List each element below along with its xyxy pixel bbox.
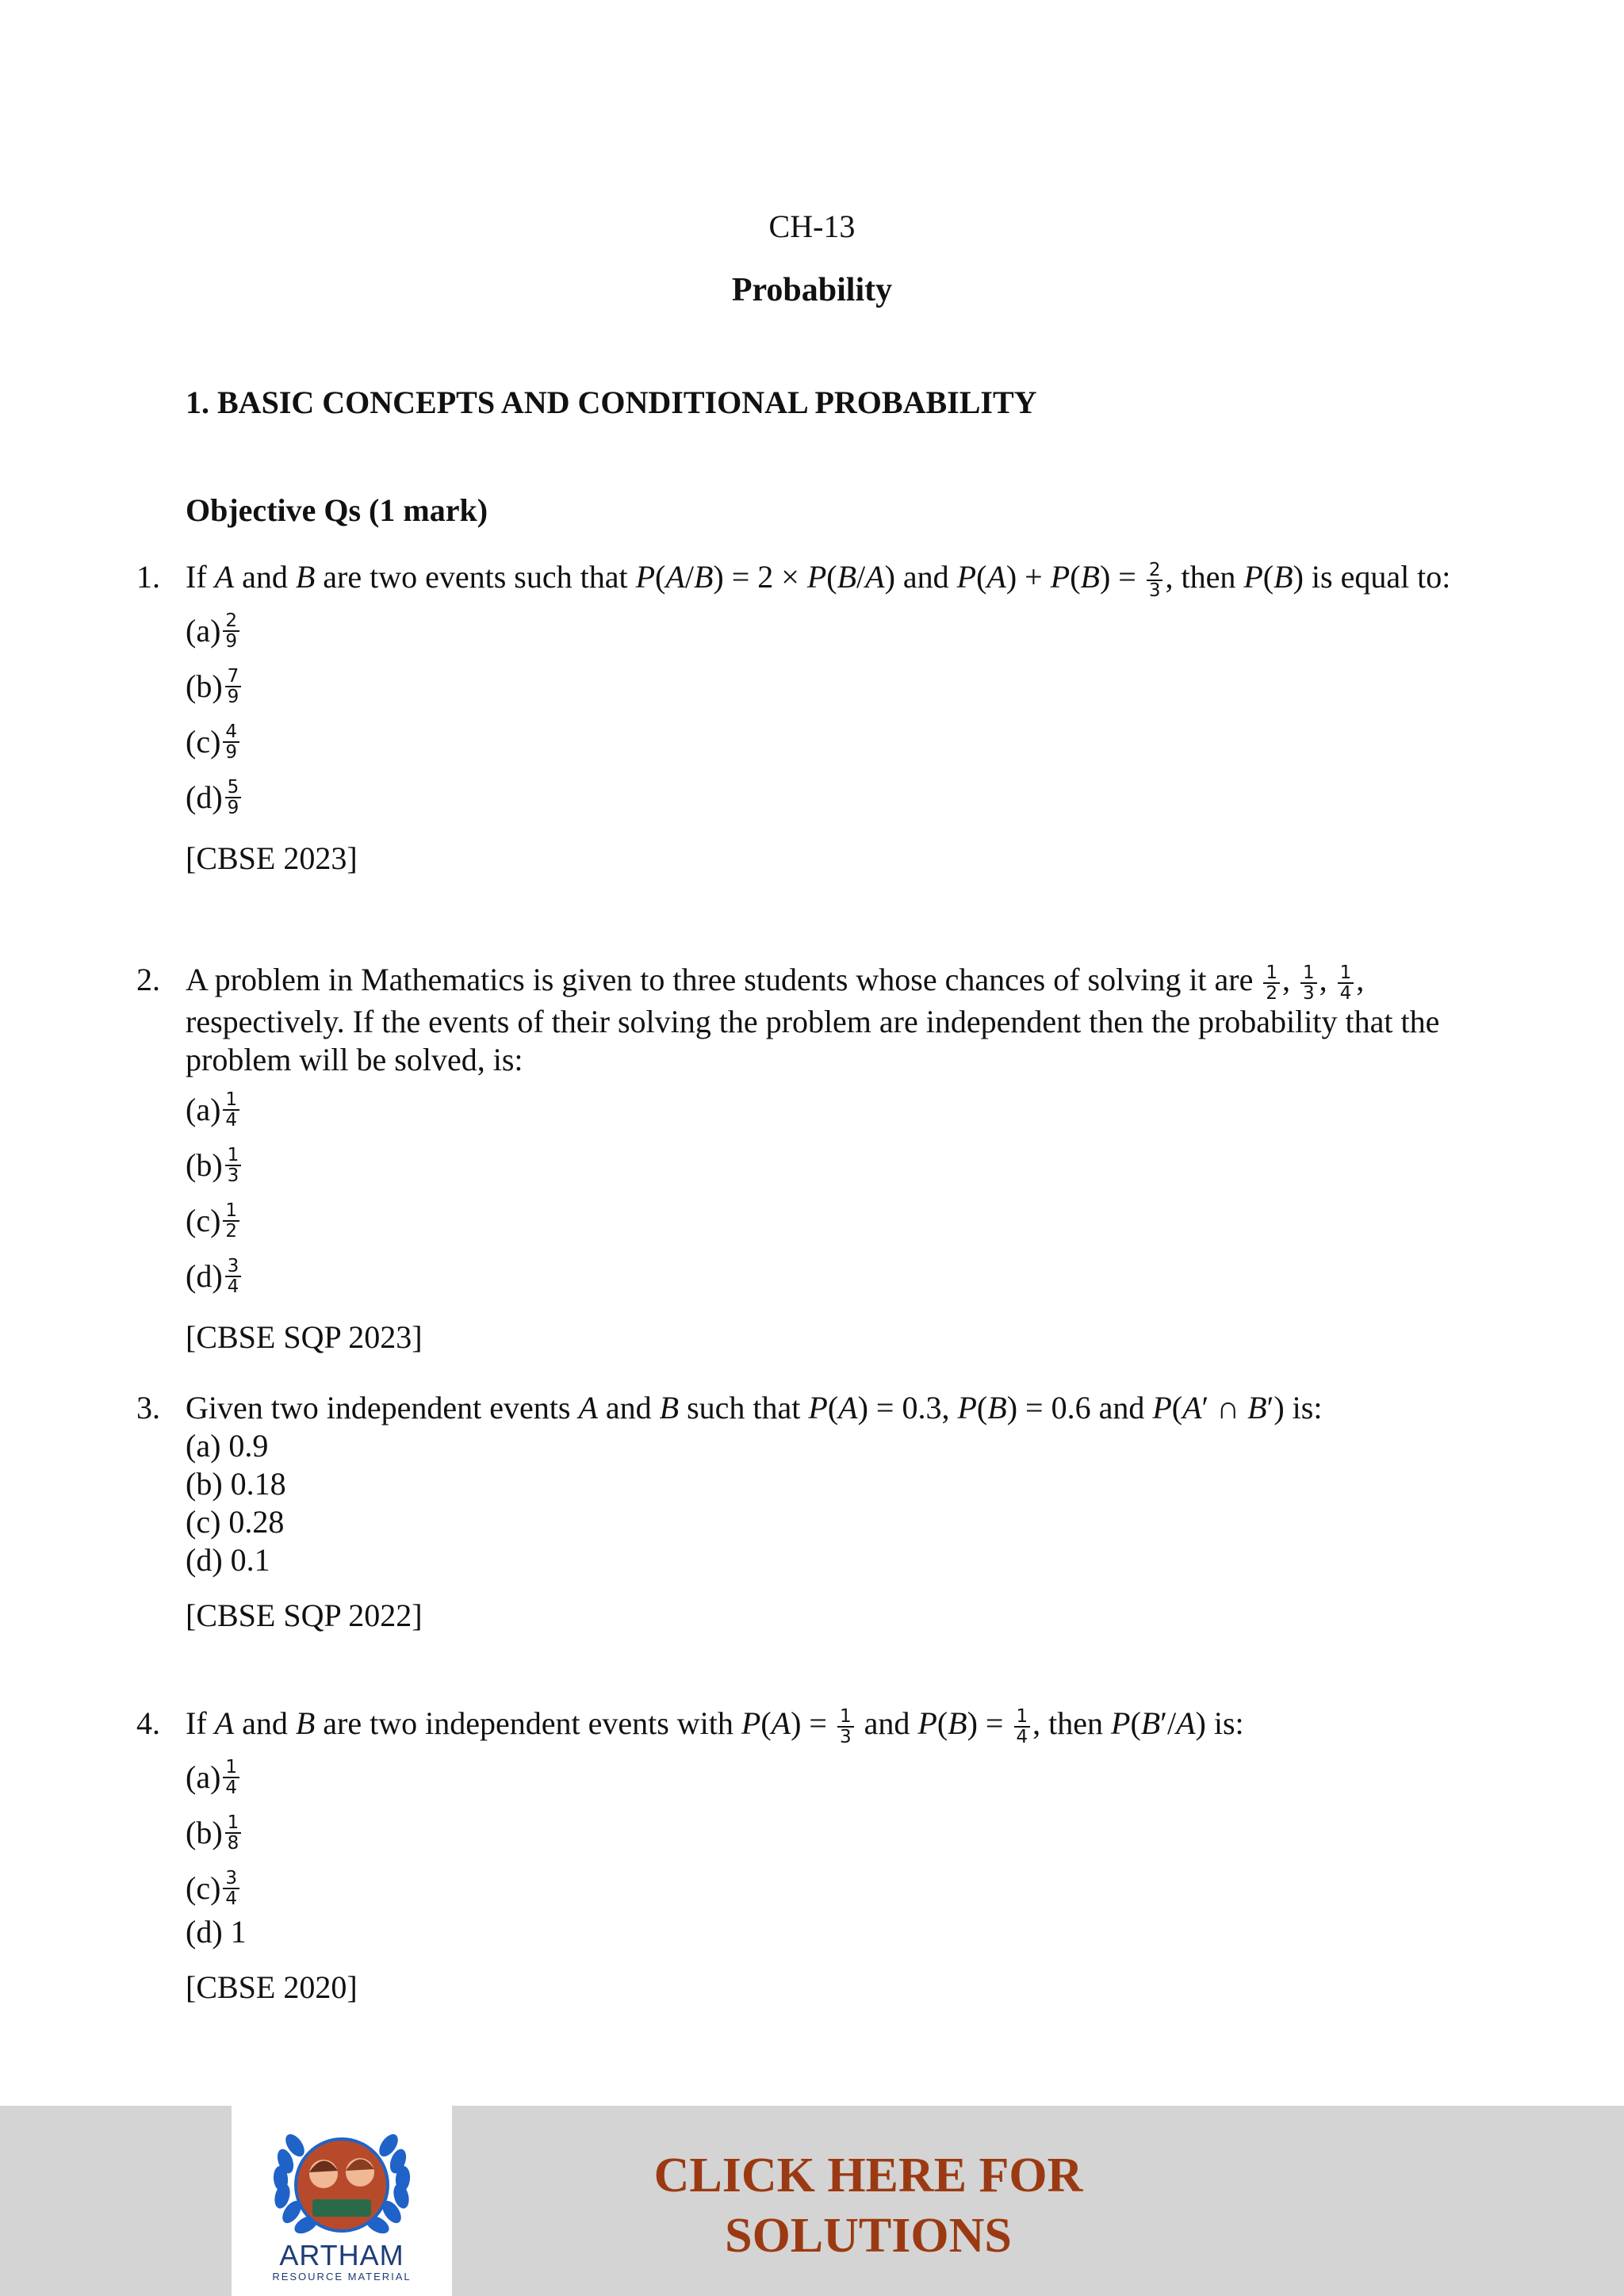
fraction: $\frac{3}{4}$ [223, 1869, 239, 1908]
question-text: Given two independent events A and B such that P(A) = 0.3, P(B) = 0.6 and P(A′ ∩ B′) is: [186, 1390, 1323, 1425]
question-text: If A and B are two independent events with P(A) = $\frac{1}{3}$ and P(B) = $\frac{1}{4}$ , then P(B′/A) is: [186, 1705, 1244, 1747]
solutions-link[interactable] [547, 2145, 1189, 2266]
options-list [186, 1427, 1453, 1635]
option-a[interactable]: (a) $\frac{1}{4}$ [186, 1747, 1453, 1802]
fraction: $\frac{4}{9}$ [223, 722, 239, 762]
question-number: 2. [136, 962, 160, 997]
footer-banner[interactable] [0, 2106, 1624, 2296]
question-number: 1. [136, 559, 160, 595]
artham-logo[interactable] [232, 2106, 452, 2296]
question-4 [136, 1705, 1453, 2007]
option-b[interactable]: (b) 0.18 [186, 1466, 286, 1502]
question-text: If A and B are two events such that P(A/B) = 2 × P(B/A) and P(A) + P(B) = $\frac{2}{3}$ , then P(B) is equal to: [186, 559, 1451, 601]
section-heading: 1. BASIC CONCEPTS AND CONDITIONAL PROBABILITY [186, 385, 1037, 420]
option-b[interactable]: (b) $\frac{1}{3}$ [186, 1135, 1453, 1190]
fraction: $\frac{2}{9}$ [223, 611, 239, 651]
source-reference: [CBSE 2020] [186, 1969, 358, 2005]
fraction: $\frac{1}{3}$ [1300, 963, 1317, 1003]
option-d[interactable]: (d) 0.1 [186, 1542, 270, 1578]
fraction: $\frac{2}{3}$ [1147, 561, 1163, 600]
source-reference: [CBSE SQP 2022] [186, 1598, 423, 1633]
question-1 [136, 558, 1453, 878]
fraction: $\frac{1}{4}$ [1014, 1707, 1031, 1747]
question-number: 4. [136, 1705, 160, 1741]
subsection-heading: Objective Qs (1 mark) [186, 492, 488, 528]
option-d[interactable]: (d) 1 [186, 1913, 247, 1950]
fraction: $\frac{1}{3}$ [837, 1707, 854, 1747]
option-d[interactable]: (d) $\frac{5}{9}$ [186, 767, 1453, 822]
fraction: $\frac{1}{4}$ [223, 1090, 239, 1130]
fraction: $\frac{1}{8}$ [225, 1813, 242, 1853]
chapter-title: Probability [731, 272, 893, 308]
option-a[interactable]: (a) $\frac{2}{9}$ [186, 600, 1453, 656]
option-c[interactable]: (c) $\frac{1}{2}$ [186, 1190, 1453, 1246]
fraction: $\frac{1}{4}$ [1338, 963, 1354, 1003]
option-a[interactable]: (a) 0.9 [186, 1428, 269, 1464]
cta-line-2: SOLUTIONS [725, 2209, 1012, 2263]
question-number: 3. [136, 1390, 160, 1425]
question-2 [136, 961, 1453, 1357]
option-b[interactable]: (b) $\frac{7}{9}$ [186, 656, 1453, 711]
laurel-wreath-icon [232, 2106, 452, 2241]
option-d[interactable]: (d) $\frac{3}{4}$ [186, 1246, 1453, 1301]
question-text: A problem in Mathematics is given to three students whose chances of solving it are $\frac{1}{2}$ , $\frac{1}{3}$ , $\frac{1}{4}$ , respectively. If the events of their solving the problem are independent then the probability that the problem will be solved, is: [186, 962, 1440, 1077]
options-list [186, 600, 1453, 878]
option-b[interactable]: (b) $\frac{1}{8}$ [186, 1802, 1453, 1858]
fraction: $\frac{7}{9}$ [225, 667, 242, 706]
source-reference: [CBSE 2023] [186, 840, 358, 876]
fraction: $\frac{1}{4}$ [223, 1758, 239, 1797]
fraction: $\frac{3}{4}$ [225, 1257, 242, 1296]
question-3 [136, 1389, 1453, 1635]
option-c[interactable]: (c) 0.28 [186, 1504, 285, 1540]
options-list [186, 1747, 1453, 2007]
fraction: $\frac{1}{2}$ [223, 1201, 239, 1241]
cta-line-1: CLICK HERE FOR [653, 2149, 1083, 2202]
options-list [186, 1079, 1453, 1357]
fraction: $\frac{5}{9}$ [225, 778, 242, 817]
source-reference: [CBSE SQP 2023] [186, 1318, 423, 1355]
chapter-label: CH-13 [768, 209, 856, 244]
option-a[interactable]: (a) $\frac{1}{4}$ [186, 1079, 1453, 1135]
fraction: $\frac{1}{3}$ [225, 1146, 242, 1185]
option-c[interactable]: (c) $\frac{4}{9}$ [186, 711, 1453, 767]
option-c[interactable]: (c) $\frac{3}{4}$ [186, 1858, 1453, 1913]
logo-name: ARTHAM [279, 2239, 404, 2271]
fraction: $\frac{1}{2}$ [1263, 963, 1280, 1003]
logo-tagline: RESOURCE MATERIAL [272, 2271, 412, 2283]
